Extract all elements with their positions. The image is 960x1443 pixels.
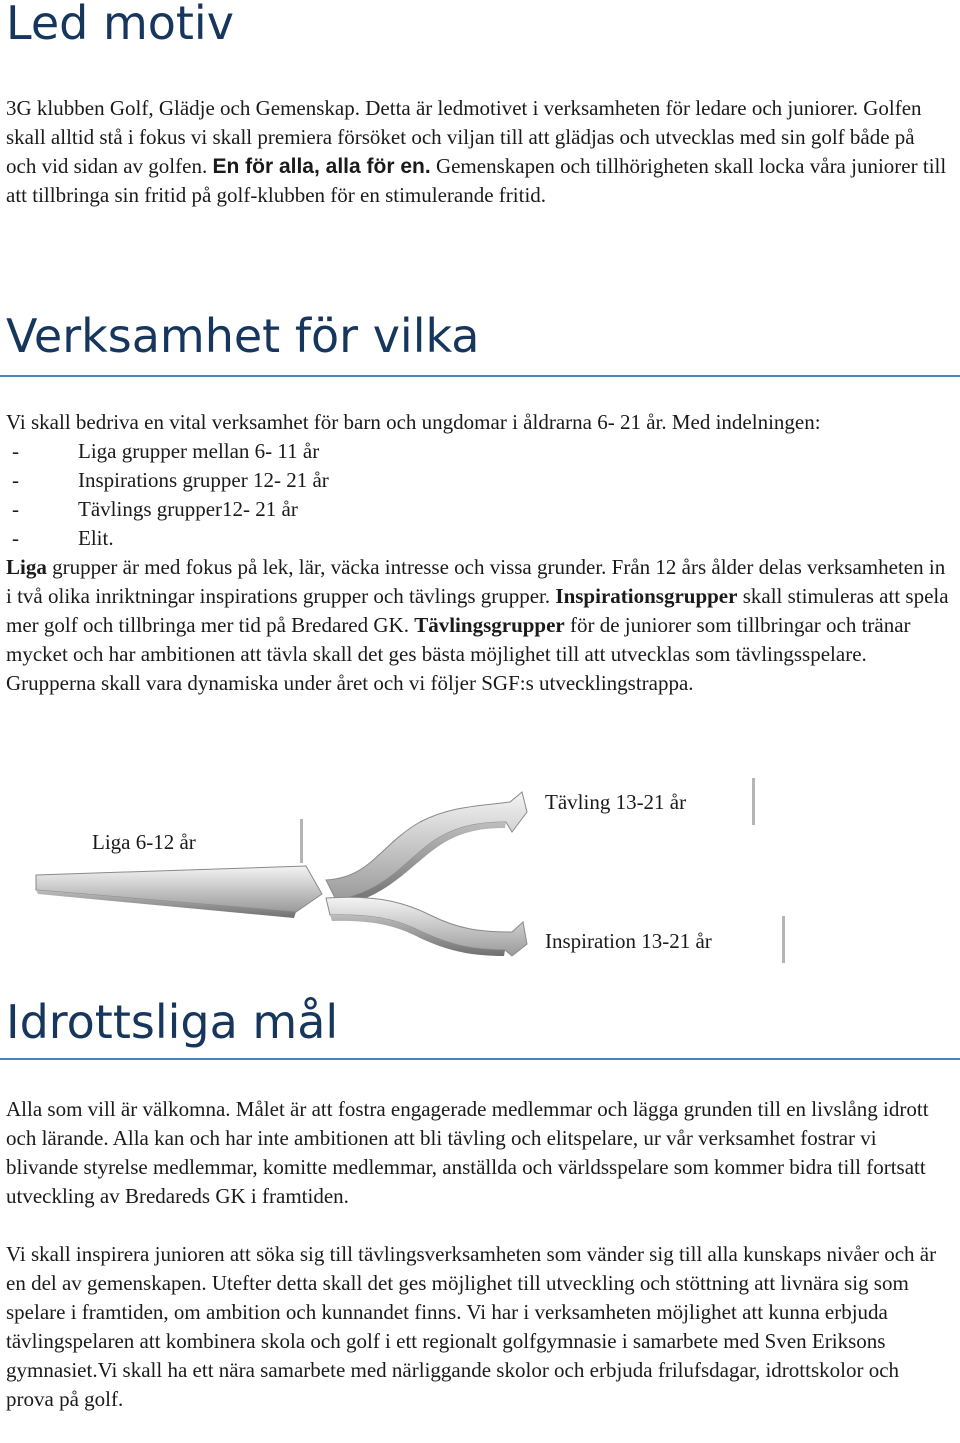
list-item: - Liga grupper mellan 6- 11 år: [12, 439, 320, 463]
label-liga: Liga 6-12 år: [92, 830, 196, 854]
bar-inspiration: [782, 916, 785, 963]
list-item: - Elit.: [12, 526, 114, 550]
heading-idrottsliga-mal: Idrottsliga mål: [6, 995, 339, 1049]
paragraph-led-motiv: [6, 94, 950, 210]
tavling-ribbon: [326, 792, 527, 906]
heading-rule: [0, 1058, 960, 1060]
list-item: - Tävlings grupper12- 21 år: [12, 497, 298, 521]
paragraph-mal-1: Alla som vill är välkomna. Målet är att fostra engagerade medlemmar och lägga grunden till en livslång idrott och lärande. Alla kan och har inte ambitionen att bli tävling och elitspelare, ur vår verksamhet fostrar vi blivande styrelse medlemmar, komitte medlemmar, anställda och världsspelare som kommer bidra till fortsatt utveckling av Bredareds GK i framtiden.: [6, 1097, 929, 1208]
groups-description: Liga grupper är med fokus på lek, lär, väcka intresse och vissa grunder. Från 12 års ålder delas verksamheten in i två olika inriktningar inspirations grupper och tävlings grupper. Inspirationsgrupper skall stimuleras att spela mer golf och tillbringa mer tid på Bredared GK. Tävlingsgrupper för de juniorer som tillbringar och tränar mycket och har ambitionen att tävla skall det ges bästa möjlighet till att utvecklas som tävlingsspelare. Grupperna skall vara dynamiska under året och vi följer SGF:s utvecklingstrappa.: [6, 555, 949, 695]
paragraph-mal-2: Vi skall inspirera junioren att söka sig till tävlingsverksamheten som vänder sig till alla kunskaps nivåer och är en del av gemenskapen. Utefter detta skall det ges möjlighet till utveckling och stöttning att livnära sig som spelare i framtiden, om ambition och kunnandet finns. Vi har i verksamheten möjlighet att kunna erbjuda tävlingspelaren att kombinera skola och golf i ett regionalt golfgymnasie i samarbete med Sven Eriksons gymnasiet.Vi skall ha ett nära samarbete med närliggande skolor och erbjuda frilufsdagar, idrottskolor och prova på golf.: [6, 1242, 937, 1411]
bar-tavling: [752, 778, 755, 825]
inspiration-ribbon: [326, 897, 527, 956]
led-motiv-text: 3G klubben Golf, Glädje och Gemenskap. Detta är ledmotivet i verksamheten för ledare och juniorer. Golfen skall alltid stå i fokus vi skall premiera försöket och viljan till att glädjas och utvecklas med sin golf både på och vid sidan av golfen.: [6, 96, 922, 178]
paragraph-verksamhet: [6, 408, 950, 698]
heading-verksamhet: Verksamhet för vilka: [6, 309, 480, 363]
age-group-list: [6, 437, 950, 553]
verksamhet-intro: Vi skall bedriva en vital verksamhet för barn och ungdomar i åldrarna 6- 21 år. Med indelningen:: [6, 410, 821, 434]
label-tavling: Tävling 13-21 år: [545, 790, 687, 814]
heading-led-motiv: Led motiv: [6, 0, 234, 50]
list-item: - Inspirations grupper 12- 21 år: [12, 468, 329, 492]
liga-arrow: [36, 866, 322, 918]
slogan: En för alla, alla för en.: [212, 155, 431, 178]
heading-rule: [0, 375, 960, 377]
bar-liga: [300, 819, 303, 863]
label-inspiration: Inspiration 13-21 år: [545, 929, 712, 953]
development-path-diagram: [0, 770, 960, 980]
led-motiv-text-2: Gemenskapen och tillhörigheten skall locka våra juniorer till att tillbringa sin fritid på golf-klubben för en stimulerande fritid.: [6, 154, 947, 207]
